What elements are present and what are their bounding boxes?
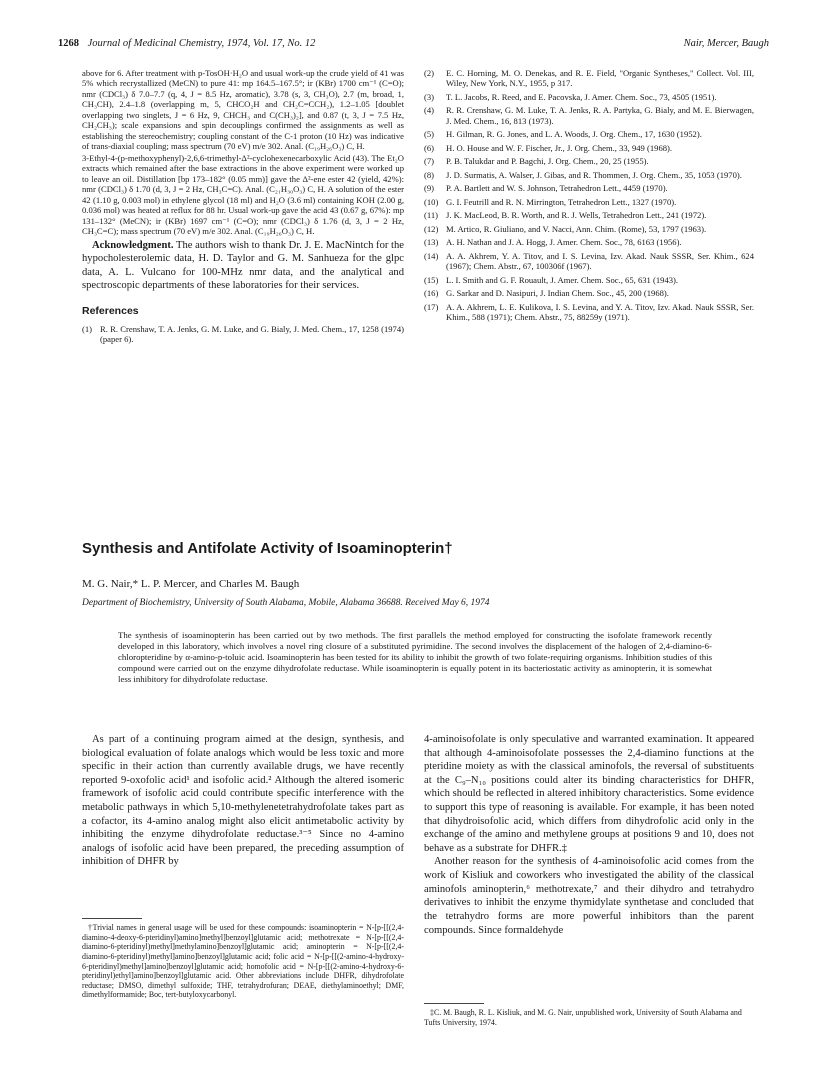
article-affiliation: Department of Biochemistry, University of South Alabama, Mobile, Alabama 36688. Received May 6, 1974 bbox=[82, 598, 490, 608]
references-heading: References bbox=[82, 304, 139, 317]
reference-item bbox=[424, 288, 754, 298]
reference-number: (12) bbox=[424, 223, 439, 234]
reference-text: A. A. Akhrem, Y. A. Titov, and I. S. Levina, Izv. Akad. Nauk SSSR, Ser. Khim., 624 (1967); Chem. Abstr., 67, 100306f (1967). bbox=[446, 250, 754, 272]
reference-item bbox=[424, 302, 754, 323]
reference-item bbox=[424, 156, 754, 166]
reference-text: P. A. Bartlett and W. S. Johnson, Tetrahedron Lett., 4459 (1970). bbox=[446, 183, 668, 194]
reference-number: (4) bbox=[424, 105, 435, 116]
reference-number: (14) bbox=[424, 250, 439, 261]
reference-text: A. H. Nathan and J. A. Hogg, J. Amer. Chem. Soc., 78, 6163 (1956). bbox=[446, 237, 682, 248]
reference-number: (11) bbox=[424, 210, 438, 221]
acknowledgment bbox=[82, 239, 404, 293]
reference-number: (17) bbox=[424, 301, 439, 312]
reference-number: (16) bbox=[424, 288, 439, 299]
reference-text: P. B. Talukdar and P. Bagchi, J. Org. Chem., 20, 25 (1955). bbox=[446, 156, 649, 167]
reference-item bbox=[424, 129, 754, 139]
reference-text: M. Artico, R. Giuliano, and V. Nacci, Ann. Chim. (Rome), 53, 1797 (1963). bbox=[446, 223, 707, 234]
experimental-paragraph-2: 3-Ethyl-4-(p-methoxyphenyl)-2,6,6-trimethyl-Δ²-cyclohexenecarboxylic Acid (43). The Et₂O extracts which remained after the base extractions in the above experiment were worked up to leave an oil. Distillation [bp 173–182° (0.05 mm)] gave the Δ²-ene ester 42 (yield, 42%): nmr (CDCl₃) δ 1.70 (d, 3, J = 2 Hz, CH₃C=C). Anal. (C₂₁H₃₀O₃) C, H. A solution of the ester 42 (1.10 g, 0.003 mol) in ethylene glycol (18 ml) and H₂O (3.6 ml) containing KOH (2.00 g, 0.036 mol) was heated at reflux for 88 hr. Usual work-up gave the acid 43 (0.67 g, 67%): mp 131–132° (MeCN); ir (KBr) 1697 cm⁻¹ (C=O); nmr (CDCl₃) δ 1.76 (d, 3, J = 2 Hz, CH₃C=C); mass spectrum (70 eV) m/e 302. Anal. (C₁₉H₂₆O₃) C, H. bbox=[82, 152, 404, 237]
body-left-paragraph: As part of a continuing program aimed at the design, synthesis, and biological evaluation of folate analogs which would be less toxic and more specific in their action than currently available drugs, we have recently reported 9-oxofolic acid¹ and isofolic acid.² Although the altered isomeric framework of isofolic acid could contribute specific interference with the metabolic pathways in which 5,10-methylenetetrahydrofolate takes part as a cofactor, its 4-amino analog might also elicit antimetabolic activity by inhibiting the enzyme dihydrofolate reductase.³⁻⁵ Since no 4-amino analogs of isofolic acid have been prepared, the preceding assumption of inhibition of DHFR by bbox=[82, 734, 404, 868]
reference-number: (6) bbox=[424, 142, 435, 153]
reference-number: (5) bbox=[424, 129, 435, 140]
reference-item bbox=[82, 324, 404, 345]
reference-text: J. K. MacLeod, B. R. Worth, and R. J. Wells, Tetrahedron Lett., 241 (1972). bbox=[446, 210, 707, 221]
footnote-rule bbox=[424, 1003, 484, 1004]
reference-number: (15) bbox=[424, 274, 439, 285]
reference-item bbox=[424, 183, 754, 193]
reference-text: R. R. Crenshaw, T. A. Jenks, G. M. Luke, and G. Bialy, J. Med. Chem., 17, 1258 (1974) (paper 6). bbox=[100, 323, 404, 345]
right-column-references bbox=[424, 68, 754, 326]
reference-item bbox=[424, 92, 754, 102]
reference-text: G. I. Feutrill and R. N. Mirrington, Tetrahedron Lett., 1327 (1970). bbox=[446, 196, 677, 207]
reference-number: (7) bbox=[424, 156, 435, 167]
reference-item bbox=[424, 210, 754, 220]
reference-item bbox=[424, 275, 754, 285]
reference-number: (2) bbox=[424, 68, 435, 78]
reference-item bbox=[424, 105, 754, 126]
running-authors: Nair, Mercer, Baugh bbox=[683, 38, 769, 49]
left-column-top bbox=[82, 68, 404, 348]
journal-citation: Journal of Medicinal Chemistry, 1974, Vol. 17, No. 12 bbox=[87, 38, 316, 49]
running-header bbox=[58, 38, 769, 49]
body-right-paragraph-2: Another reason for the synthesis of 4-aminoisofolic acid comes from the work of Kisliuk and coworkers who investigated the ability of the classical aminofols aminopterin,⁶ methotrexate,⁷ and their dihydro and tetrahydro derivatives to inhibit the enzyme thymidylate synthetase and concluded that the tetrahydro forms are more powerful inhibitors than the parent compounds. Since formaldehyde bbox=[424, 856, 754, 936]
reference-text: H. Gilman, R. G. Jones, and L. A. Woods, J. Org. Chem., 17, 1630 (1952). bbox=[446, 129, 702, 140]
reference-number: (9) bbox=[424, 183, 435, 194]
footnote-dagger: †Trivial names in general usage will be used for these compounds: isoaminopterin = N-[p-[[(2,4-diamino-4-deoxy-6-pteridinyl)amino]methyl]benzoyl]glutamic acid; methotrexate = N-[p-[[(2,4-diamino-6-pteridinyl)methyl]methylamino]benzoyl]glutamic acid; aminopterin = N-[p-[[(2,4-diamino-6-pteridinyl)methyl]amino]benzoyl]glutamic acid; folic acid = N-[p-[[(2-amino-4-hydroxy-6-pteridinyl)methyl]amino]benzoyl]glutamic acid; homofolic acid = N-[p-[[(2-amino-4-hydroxy-6-pteridinyl)ethyl]amino]benzoyl]glutamic acid. Other abbreviations include DHFR, dihydrofolate reductase; DMSO, dimethyl sulfoxide; THF, tetrahydrofuran; DEAE, diethylaminoethyl; DMF, dimethylformamide; Boc, tert-butyloxycarbonyl. bbox=[82, 923, 404, 1000]
reference-text: L. I. Smith and G. F. Rouault, J. Amer. Chem. Soc., 65, 631 (1943). bbox=[446, 274, 679, 285]
reference-text: A. A. Akhrem, L. E. Kulikova, I. S. Levina, and Y. A. Titov, Izv. Akad. Nauk SSSR, Ser. Khim., 588 (1971); Chem. Abstr., 75, 88259y (1971). bbox=[446, 301, 754, 323]
reference-number: (3) bbox=[424, 91, 435, 102]
reference-item bbox=[424, 170, 754, 180]
reference-text: E. C. Horning, M. O. Denekas, and R. E. Field, "Organic Syntheses," Collect. Vol. III, Wiley, New York, N.Y., 1955, p 317. bbox=[446, 68, 754, 89]
reference-text: H. O. House and W. F. Fischer, Jr., J. Org. Chem., 33, 949 (1968). bbox=[446, 142, 673, 153]
reference-item bbox=[424, 224, 754, 234]
reference-item bbox=[424, 251, 754, 272]
footnote-rule bbox=[82, 918, 142, 919]
reference-number: (1) bbox=[82, 323, 93, 334]
article-authors: M. G. Nair,* L. P. Mercer, and Charles M. Baugh bbox=[82, 578, 300, 590]
reference-text: G. Sarkar and D. Nasipuri, J. Indian Chem. Soc., 45, 200 (1968). bbox=[446, 288, 669, 299]
reference-text: R. R. Crenshaw, G. M. Luke, T. A. Jenks, R. A. Partyka, G. Bialy, and M. E. Bierwagen, J. Med. Chem., 16, 813 (1973). bbox=[446, 105, 754, 126]
ack-label: Acknowledgment. bbox=[92, 239, 174, 251]
header-left bbox=[58, 38, 315, 49]
body-right-column bbox=[424, 733, 754, 937]
ack-text: The authors wish to thank Dr. J. E. MacNintch for the hypocholesterolemic data, H. D. Taylor and G. M. Sanhueza for the glpc data, A. L. Vulcano for 100-MHz nmr data, and the analytical and spectroscopic departments of these laboratories for their services. bbox=[82, 239, 404, 292]
reference-item bbox=[424, 68, 754, 89]
reference-item bbox=[424, 237, 754, 247]
body-right-paragraph-1: 4-aminoisofolate is only speculative and warranted examination. It appeared that although 4-aminoisofolate possesses the 2,4-diamino functions at the pteridine moiety as with the classical aminofols, the reversal of substituents at the C₉–N₁₀ positions could alter its binding characteristics for DHFR, which should be reflected in altered inhibitory characteristics. Some evidence to support this type of reasoning is available. For example, it has been noted that dihydroisofolic acid, which differs from dihydrofolic acid only in the exchange of the amino and methylene groups at positions 9 and 10, does not behave as a substrate for DHFR.‡ bbox=[424, 734, 754, 854]
article-title: Synthesis and Antifolate Activity of Isoaminopterin† bbox=[82, 540, 453, 557]
reference-number: (10) bbox=[424, 196, 439, 207]
reference-item bbox=[424, 143, 754, 153]
footnote-double-dagger: ‡C. M. Baugh, R. L. Kisliuk, and M. G. Nair, unpublished work, University of South Alabama and Tufts University, 1974. bbox=[424, 1008, 742, 1027]
experimental-paragraph-1: above for 6. After treatment with p-TosOH·H₂O and usual work-up the crude yield of 41 was 5% which recrystallized (MeCN) to pure 41: mp 164.5–167.5°; ir (KBr) 1700 cm⁻¹ (C=O); nmr (CDCl₃) δ 7.0–7.7 (q, 4, J = 8.5 Hz, aromatic), 3.78 (s, 3, CH₃O), 2.7 (m, broad, 1, CH₃CH), 2.4–1.8 (overlapping m, 5, CHCO₂H and CH₂C=CCH₂), 1.2–1.05 [doublet overlapping two singlets, J = 6 Hz, 9, CHCH₃ and C(CH₃)₂], and 0.87 (t, 3, J = 7.5 Hz, CH₂CH₃); scale expansions and spin decouplings confirmed the assignments as well as establishing the stereochemistry; coupling constant of the C-1 proton (10 Hz) was indicative of trans-diaxial coupling; mass spectrum (70 eV) m/e 302. Anal. (C₁₉H₂₆O₃) C, H. bbox=[82, 68, 404, 152]
reference-text: J. D. Surmatis, A. Walser, J. Gibas, and R. Thommen, J. Org. Chem., 35, 1053 (1970). bbox=[446, 169, 742, 180]
reference-number: (8) bbox=[424, 169, 435, 180]
page-number: 1268 bbox=[58, 38, 79, 49]
reference-item bbox=[424, 197, 754, 207]
article-abstract: The synthesis of isoaminopterin has been carried out by two methods. The first parallels the method employed for constructing the isofolate framework recently developed in this laboratory, which involves a novel ring closure of a substituted pyrimidine. The second involves the displacement of the halogen of 2,4-diamino-6-chloropteridine by α-amino-p-toluic acid. Isoaminopterin has been tested for its ability to inhibit the growth of two folate-requiring organisms. Inhibition studies of this compound were carried out on the enzyme dihydrofolate reductase. While isoaminopterin is equally potent in its bacteriostatic activity as aminopterin, it is somewhat less inhibitory for dihydrofolate reductase. bbox=[118, 630, 712, 684]
reference-text: T. L. Jacobs, R. Reed, and E. Pacovska, J. Amer. Chem. Soc., 73, 4505 (1951). bbox=[446, 91, 717, 102]
reference-number: (13) bbox=[424, 237, 439, 248]
